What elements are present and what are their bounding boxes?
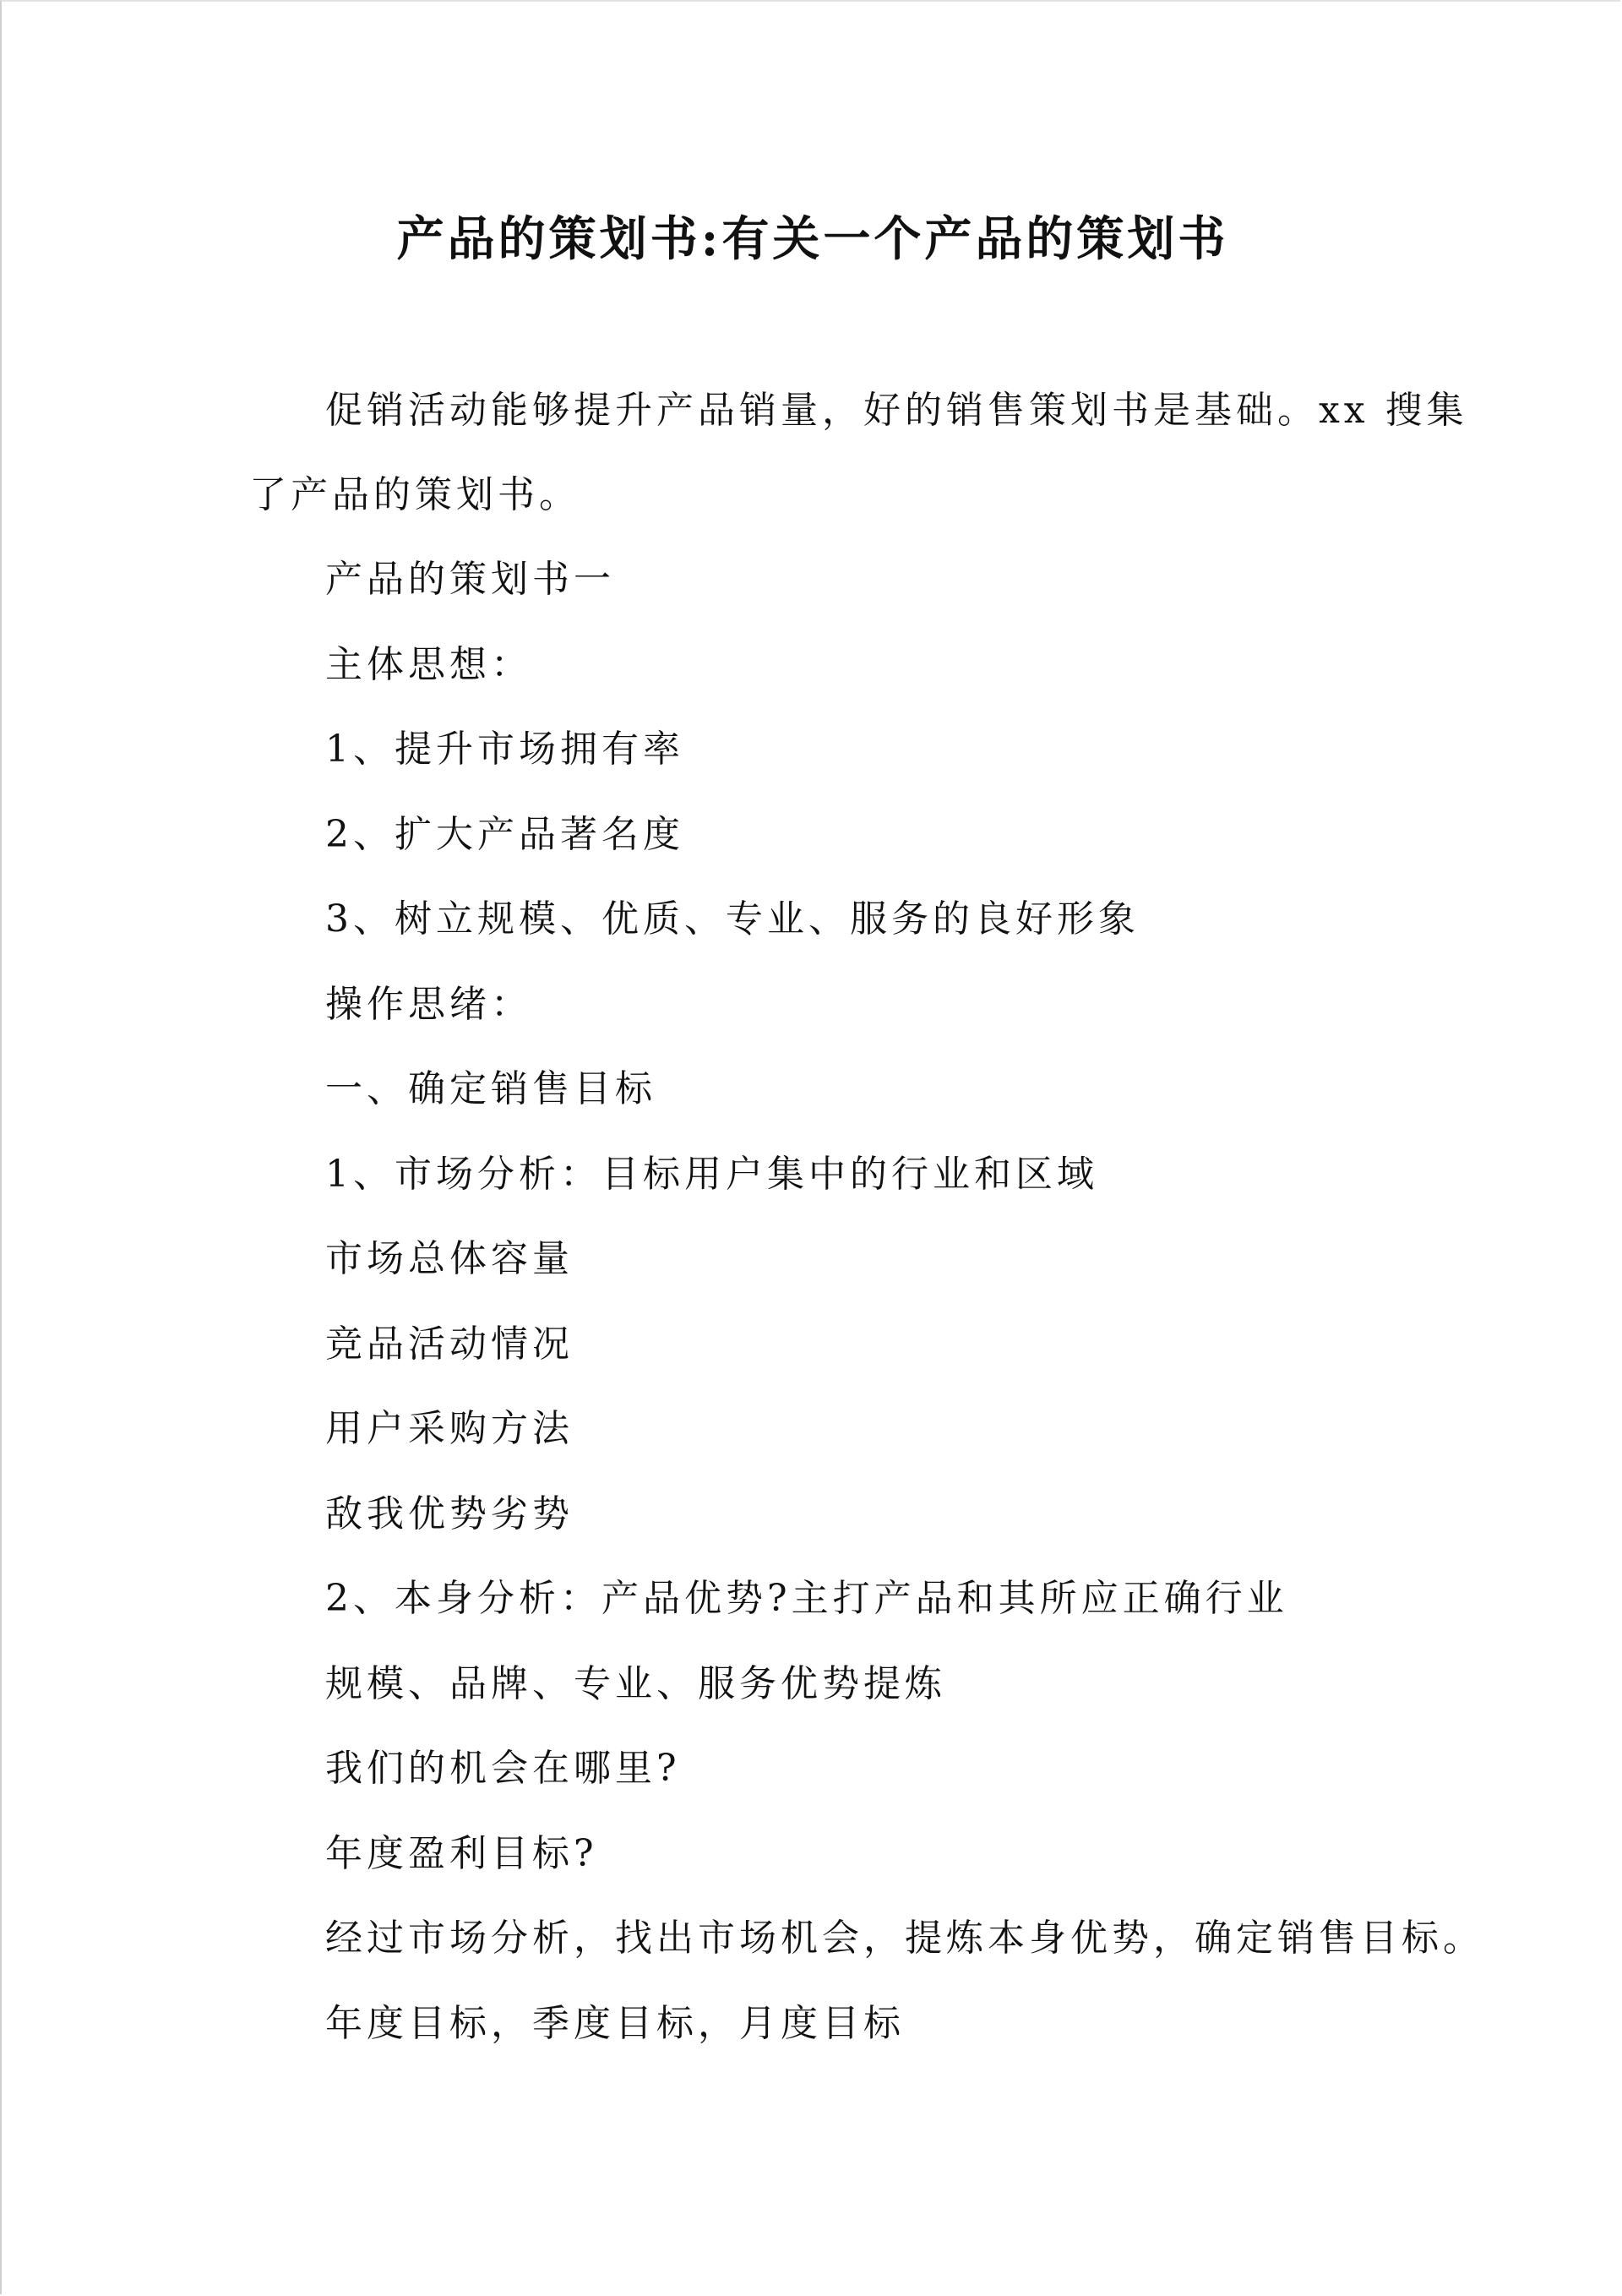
paragraph-line: 敌我优势劣势 — [325, 1492, 574, 1535]
paragraph-line: 用户采购方法 — [325, 1407, 574, 1450]
section-heading-1: 产品的策划书一 — [325, 558, 615, 601]
list-item: 1、市场分析：目标用户集中的行业和区域 — [325, 1153, 1098, 1196]
list-item: 1、提升市场拥有率 — [325, 728, 684, 771]
list-item: 2、扩大产品著名度 — [325, 813, 684, 856]
document-title: 产品的策划书:有关一个产品的策划书 — [396, 211, 1229, 267]
paragraph-line: 市场总体容量 — [325, 1237, 574, 1280]
list-item: 2、本身分析：产品优势?主打产品和其所应正确行业 — [325, 1577, 1288, 1620]
paragraph-line: 经过市场分析，找出市场机会，提炼本身优势，确定销售目标。 — [325, 1917, 1484, 1960]
subheading-main-idea: 主体思想： — [325, 643, 532, 686]
list-item: 3、树立规模、优质、专业、服务的良好形象 — [325, 897, 1140, 941]
paragraph-line: 年度盈利目标? — [325, 1832, 598, 1875]
paragraph-line: 年度目标，季度目标，月度目标 — [325, 2002, 905, 2045]
section-heading-sales-target: 一、确定销售目标 — [325, 1067, 656, 1110]
intro-line-2: 了产品的策划书。 — [249, 473, 580, 516]
intro-line-1: 促销活动能够提升产品销量，好的销售策划书是基础。xx 搜集 — [325, 389, 1468, 432]
paragraph-line: 我们的机会在哪里? — [325, 1747, 681, 1790]
paragraph-line: 规模、品牌、专业、服务优势提炼 — [325, 1662, 946, 1705]
paragraph-line: 竞品活动情况 — [325, 1323, 574, 1366]
subheading-operation: 操作思绪： — [325, 983, 532, 1026]
